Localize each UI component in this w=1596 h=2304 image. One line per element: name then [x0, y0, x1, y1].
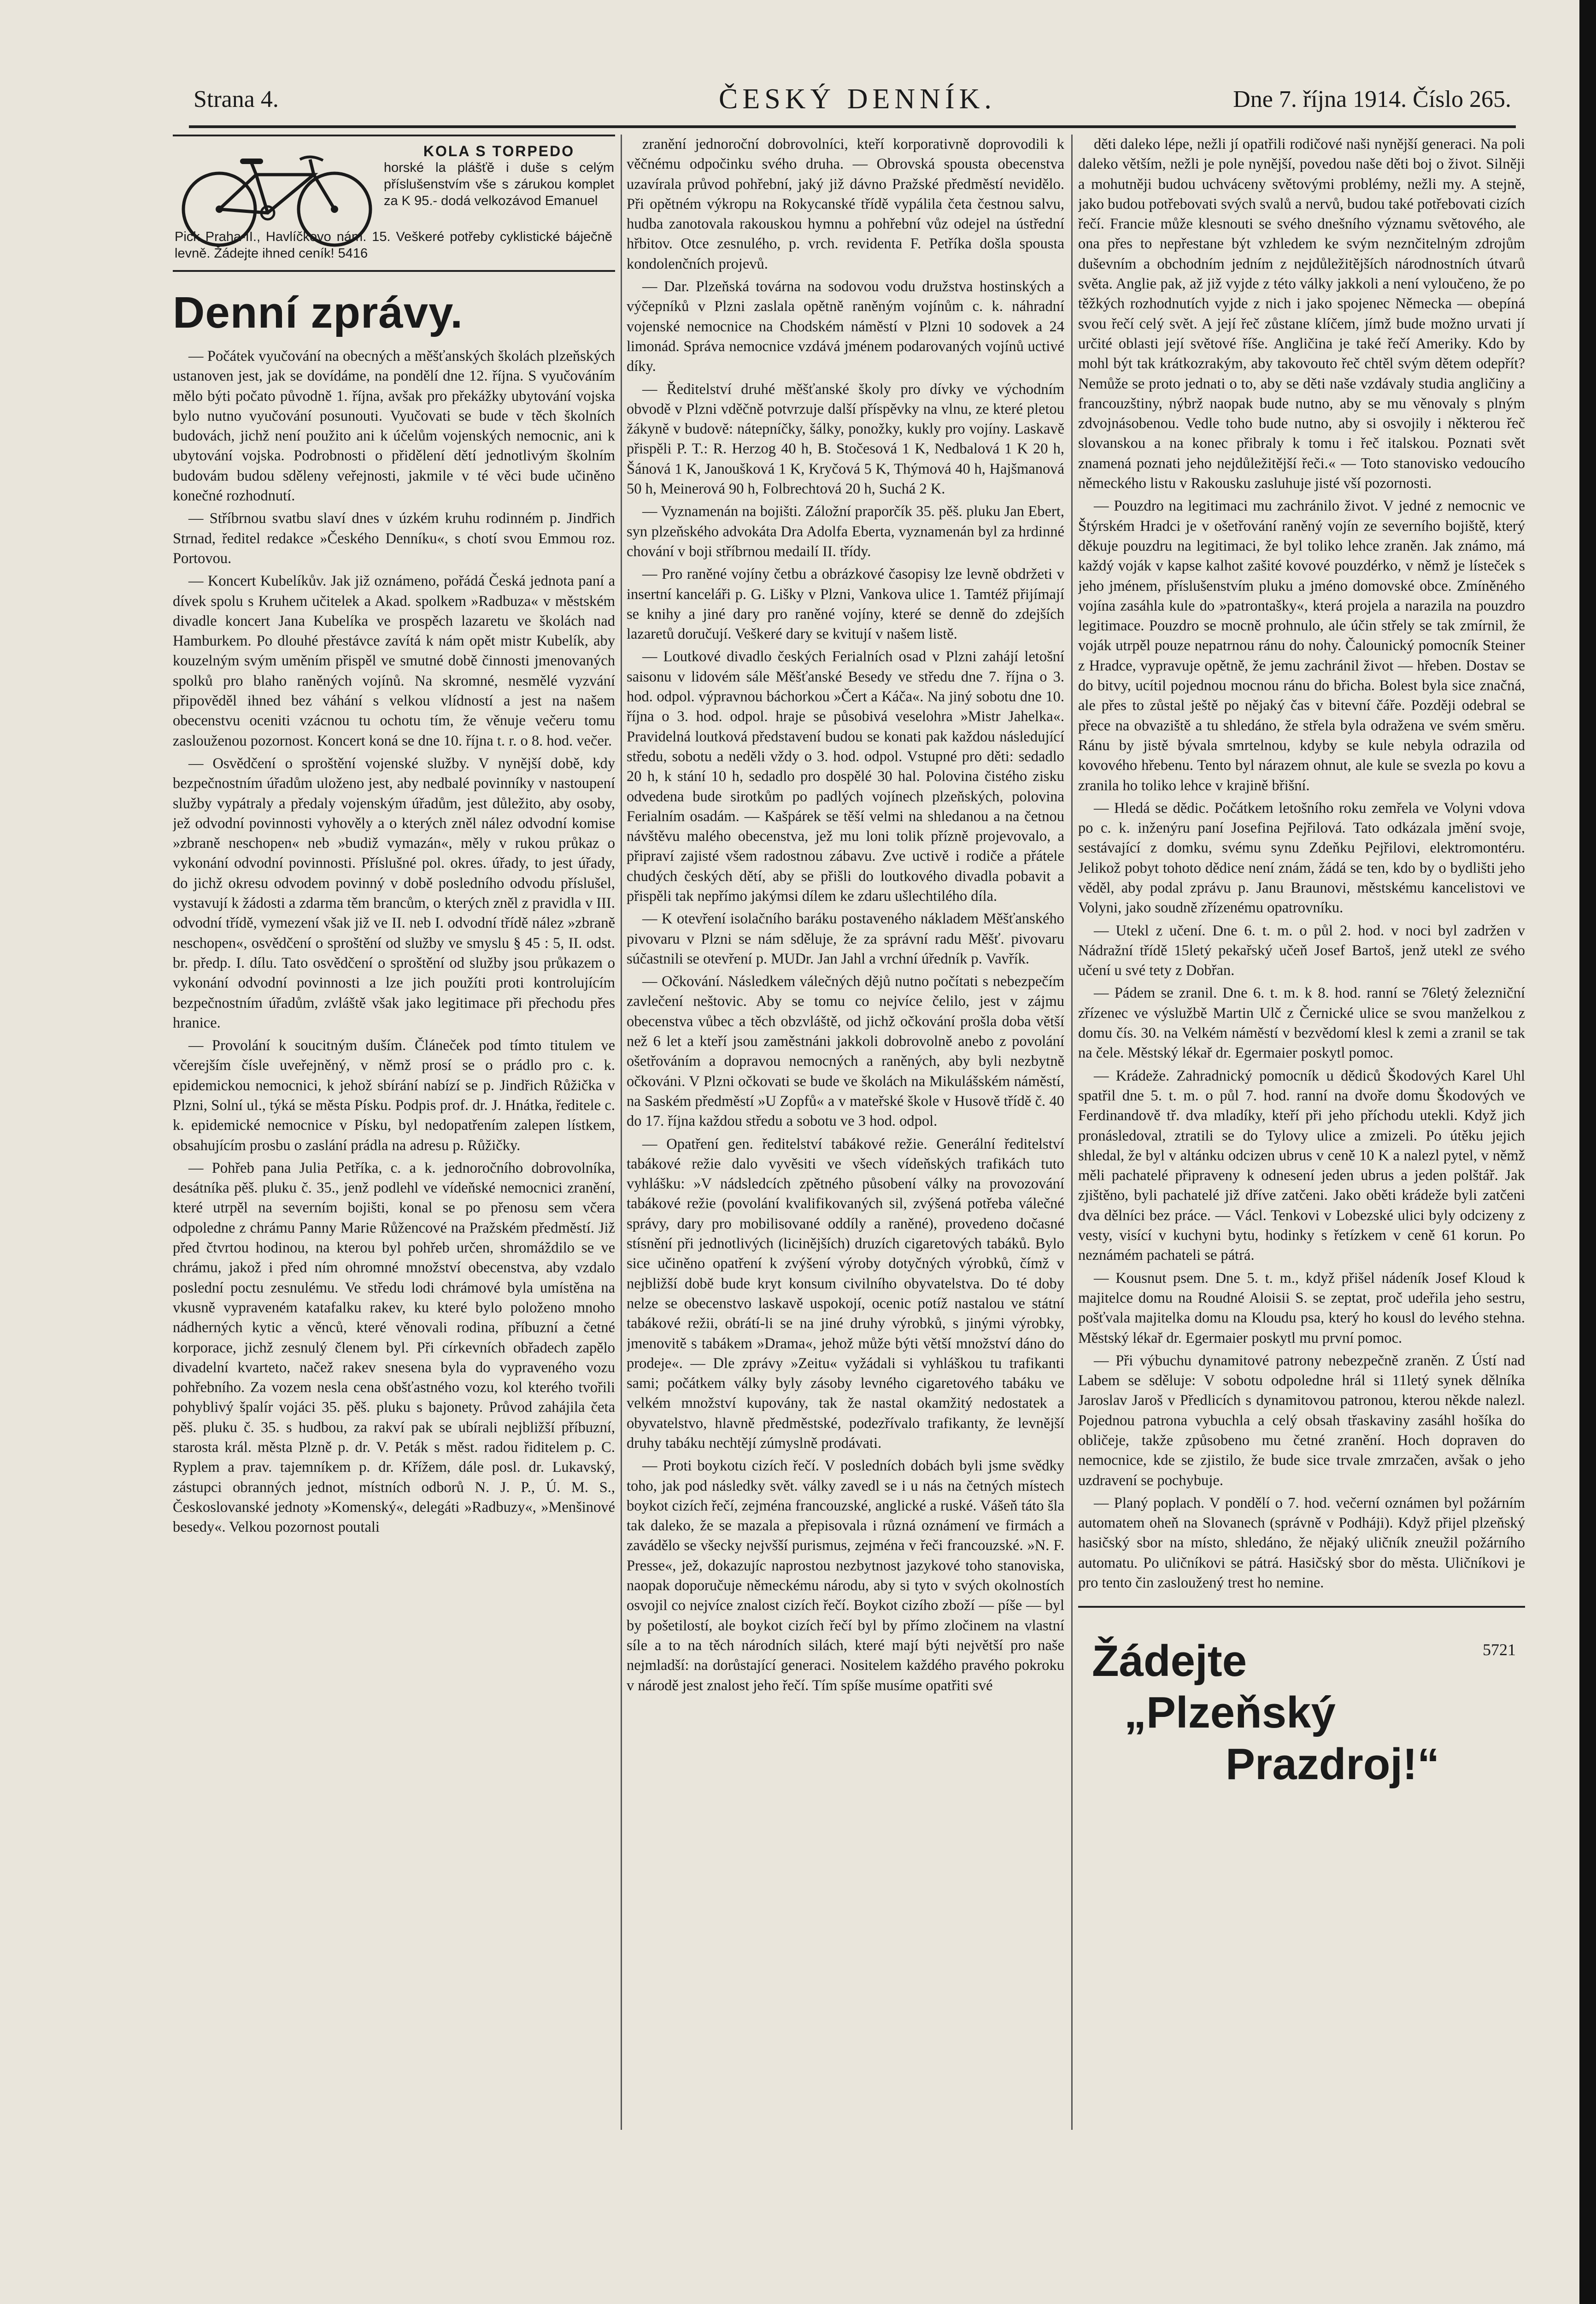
column-divider: [1071, 135, 1073, 2130]
date-and-issue: Dne 7. října 1914. Číslo 265.: [1233, 86, 1511, 112]
section-heading: Denní zprávy.: [173, 288, 464, 337]
column-3: [1078, 135, 1525, 2130]
article: děti daleko lépe, nežli jí opatřili rodičové naši nynější generaci. Na poli daleko větším, nežli je pole nynější, povedou naše děti boj o život. Silněji a mohutněji budou uchváceny světovými problémy, nežli my. A stejně, jako budou potřebovati svých svalů a nervů, budou také potřebovati cizích řečí. Francie může klesnouti se svého dnešního významu světového, ale ona přes to nepřestane být vzhledem ke svým neznčitelným zdrojům duševním a obchodním jedním z nejdůležitějších národnostních útvarů světa. Anglie pak, až již vyjde z této války jakkoli a není vyloučeno, že po těžkých rozhodnutích vyjde z nich i jako spojenec Německa — obepíná svou řečí celý svět. A její řeč zůstane klíčem, jímž bude možno urvati jí určité oblasti její světové říše. Angličina je také řečí Ameriky. Kdo by mohl být tak krátkozrakým, aby takovouto řeč chtěl svým dětem odepřít? Nemůže se proto jednati o to, aby se děti naše vzdávaly studia angličiny a francouzštiny, nýbrž naopak bude nutno, aby se mu věnovaly s plným zdvojnásobenou. Vedle toho bude nutno, aby si osvojily i některou řeč slovanskou a na konec přibraly k tomu i řeč italskou. Poznati svět znamená poznati jeho nejdůležitější řeči.« — Toto stanovisko vedoucího německého listu v Rakousku zasluhuje jisté vší pozornosti.: [1078, 136, 1525, 492]
article: — Utekl z učení. Dne 6. t. m. o půl 2. hod. v noci byl zadržen v Nádražní třídě 15letý pekařský učeň Josef Bartoš, jenž utekl ze svého učení u své tety z Dobřan.: [1078, 922, 1525, 979]
article: — Osvědčení o sproštění vojenské služby. V nynější době, kdy bezpečnostním úřadům uloženo jest, aby nedbalé povinníky v nastoupení služby vypátraly a předaly vojenským úřadům, jest důležito, aby osoby, jež odvodní povinnosti vyhověly a o kterých zněl nález odvodní komise »zbraně neschopen« neb »budiž vymazán«, měly v rukou průkaz o vykonání odvodní povinnosti. Příslušné pol. okres. úřady, to jest úřady, do jichž okresu odvodem povinný v době posledního odvodu příslušel, vystavují k žádosti a zdarma těm brancům, o kterých zněl z pravidla v III. odvodní třídě, vymezení však již ve II. neb I. odvodní třídě nález »zbraně neschopen«, osvědčení o sproštění od služby ve smyslu § 45 : 5, II. odst. br. předp. I. dílu. Tato osvědčení o sproštění od služby jsou průkazem o vykonání odvodní povinnosti a lze jich použíti proti kontrolujícím bezpečnostním úřadům, zvláště však jako legitimace při přechodu přes hranice.: [173, 755, 615, 1031]
article: — Ředitelství druhé měšťanské školy pro dívky ve východním obvodě v Plzni vděčně potvrzuje další příspěvky na vlnu, ze které pletou žákyně v budově: nátepníčky, šálky, ponožky, kukly pro vojíny. Laskavě přispěli P. T.: R. Herzog 40 h, B. Stočesová 1 K, Nedbalová 1 K 20 h, Šánová 1 K, Janoušková 1 K, Kryčová 5 K, Thýmová 40 h, Hajšmanová 50 h, Meinerová 90 h, Folbrechtová 20 h, Suchá 2 K.: [627, 381, 1064, 498]
page-header: [189, 82, 1516, 123]
article: — Dar. Plzeňská továrna na sodovou vodu družstva hostinských a výčepníků v Plzni zaslala opětně raněným vojínům c. k. náhradní vojenské nemocnice na Chodském náměstí v Plzni 10 sodovek a 24 limonád. Správa nemocnice vzdává jménem podarovaných vojínů uctivé díky.: [627, 278, 1064, 375]
article: — Pádem se zranil. Dne 6. t. m. k 8. hod. ranní se 76letý železniční zřízenec ve výslužbě Martin Ulč z Černické ulice se svou manželkou z domu čís. 30. na Velkém náměstí v bezvědomí klesl k zemi a zranil se tak na čele. Městský lékař dr. Egermaier poskytl pomoc.: [1078, 985, 1525, 1062]
header-rule: [189, 125, 1516, 128]
ad-slogan-line: Prazdroj!“: [1226, 1740, 1440, 1789]
article: — Počátek vyučování na obecných a měšťanských školách plzeňských ustanoven jest, jak se dovídáme, na pondělí dne 12. října. S vyučováním mělo býti počato původně 1. října, avšak pro překážky ubytování vojska bylo nutno vyučování posunouti. Vyučovati se bude v těch školních budovách, jichž není použito ani k účelům vojenských nemocnic, ani k ubytování vojska. Podrobnosti o přidělení dětí jednotlivým školním budovám budou sděleny veřejnosti, jakmile v té věci bude učiněno konečné rozhodnutí.: [173, 348, 615, 505]
ad-title: KOLA S TORPEDO: [423, 143, 575, 159]
article: — Vyznamenán na bojišti. Záložní praporčík 35. pěš. pluku Jan Ebert, syn plzeňského advokáta Dra Adolfa Eberta, vyznamenán byl za hrdinné chování v boji stříbrnou medailí II. třídy.: [627, 503, 1064, 560]
ad-contact: Pick Praha-II., Havlíčkovo nám. 15. Veškeré potřeby cyklistické báječně levně. Žádejte ihned ceník! 5416: [175, 229, 612, 261]
ad-body: horské la plášťě i duše s celým příslušenstvím vše s zárukou komplet za K 95.- dodá velkozávod Emanuel: [384, 160, 614, 208]
article: — Pohřeb pana Julia Petříka, c. a k. jednoročního dobrovolníka, desátníka pěš. pluku č. 35., jenž podlehl ve vídeňské nemocnici zranění, které utrpěl na severním bojišti, konal se po přenosu sem včera odpoledne z chrámu Panny Marie Růžencové na Pražském předměstí. Již před čtvrtou hodinou, na kterou byl pohřeb určen, shromáždilo se ve chrámu, jakož i před ním ohromné množství obecenstva, aby vzdalo poslední poctu zesnulému. Ve středu lodi chrámové byla umístěna na vkusně vypraveném katafalku rakev, ku které bylo položeno mnoho nádherných kytic a věnců, které věnovali rodina, příbuzní a četné korporace, jichž zesnulý členem byl. Při církevních obřadech zapělo divadelní kvarteto, načež rakev snesena byla do vypraveného vozu pohřebního. Za vozem nesla cena obšťastného vozu, kol kterého tvořili pohyblivý špalír vojáci 35. pěš. pluku s bajonety. Průvod zahájila četa pěš. pluku č. 35. s hudbou, za rakví pak se ubírali nejbližší příbuzní, starosta král. města Plzně p. dr. V. Peták s měst. radou řiditelem p. C. Ryplem a prav. tajemníkem p. dr. Křížem, dále posl. dr. Lukavský, zástupci obranných jednot, místních odborů N. J. P., Ú. M. S., Českoslovanské jednoty »Komenský«, delegáti »Radbuzy«, »Menšinové besedy«. Velkou pozornost poutali: [173, 1159, 615, 1536]
article: — Provolání k soucitným duším. Článeček pod tímto titulem ve včerejším čísle uveřejněný, v němž prosí se o prádlo pro c. k. epidemickou nemocnici, k jehož sbírání nabízí se p. Jindřich Růžička v Plzni, Solní ul., týká se města Písku. Podpis prof. dr. J. Hnátka, ředitele c. k. epidemické nemocnice v Písku, byl nedopatřením zalepen lístkem, obsahujícím prosbu o zaslání prádla na adresu p. Růžičky.: [173, 1037, 615, 1154]
column-divider: [621, 135, 622, 2130]
article: zranění jednoroční dobrovolníci, kteří korporativně doprovodili k věčnému odpočinku svého druha. — Obrovská spousta obecenstva uzavírala průvod pohřební, jaký již dávno Pražské předměstí nevidělo. Při opětném výkropu na Rokycanské třídě vypálila četa čestnou salvu, hudba zanotovala rakouskou hymnu a pohřební vůz odejel na ústřední hřbitov. Otce zesnulého, p. vrch. revidenta F. Petříka došla spousta kondolenčních projevů.: [627, 136, 1064, 272]
scan-edge: [1579, 0, 1596, 2304]
article: — Hledá se dědic. Počátkem letošního roku zemřela ve Volyni vdova po c. k. inženýru paní Josefina Pejřilová. Tato odkázala jmění svoje, sestávající z domku, svému synu Zdeňku Pejřilovi, elektromontéru. Jelikož pobyt tohoto dědice není znám, žádá se ten, kdo by o bydlišti jeho věděl, aby podal zprávu p. Janu Braunovi, městskému kancelistovi ve Volyni, jako soudně zřízenému opatrovníku.: [1078, 799, 1525, 917]
article: — Krádeže. Zahradnický pomocník u dědiců Škodových Karel Uhl spatřil dne 5. t. m. o půl 7. hod. ranní na dvoře domu Škodových ve Ferdinandově tř. dva mladíky, kteří při jeho příchodu utekli. Když jich pronásledoval, ztratili se do Tylovy ulice a zmizeli. Po útěku jejich shledal, že byl v altánku odcizen ubrus v ceně 10 K a nalezl pytel, v němž měli pachatelé připraveny k odnesení jeden ubrus a jeden polštář. Jak zjištěno, byli pachatelé již dříve zatčeni. Jako oběti krádeže byli zatčeni dva dělníci bez práce. — Václ. Tenkovi v Lobezské ulici byly odcizeny z vesty, visící v kuchyni bytu, hodinky s řetízkem v ceně 61 korun. Po neznámém pachateli se pátrá.: [1078, 1067, 1525, 1264]
article: — Očkování. Následkem válečných dějů nutno počítati s nebezpečím zavlečení neštovic. Aby se tomu co nejvíce čelilo, jest v zájmu obecenstva vůbec a těch obzvláště, od jichž očkování prošla doba větší než 6 let a kteří jsou zaměstnáni jakkoli dobrovolně anebo z povolání ošetřováním a dopravou nemocných a raněných, aby byli nezbytně očkováni. V Plzni očkovati se bude ve školách na Mikulášském náměstí, na Saském předměstí »U Zopfů« a v mateřské škole v Husově třídě č. 40 do 17. října každou středu a sobotu ve 3 hod. odpol.: [627, 973, 1064, 1130]
article: — K otevření isolačního baráku postaveného nákladem Měšťanského pivovaru v Plzni se nám sděluje, že za správní radu Měšť. pivovaru súčastnili se otevření p. MUDr. Jan Jahl a vrchní úředník p. Vavřík.: [627, 911, 1064, 967]
ad-slogan-line: Žádejte: [1092, 1636, 1247, 1686]
article: — Koncert Kubelíkův. Jak již oznámeno, pořádá Česká jednota paní a dívek spolu s Kruhem učitelek a Akad. spolkem »Radbuza« v městském divadle koncert Jana Kubelíka ve prospěch lazaretu ve školách nad Hamburkem. Po dlouhé přestávce zavítá k nám opět mistr Kubelík, aby kouzelným svým uměním přispěl ve smutné době činnosti jmenovaných spolků pro blaho raněných vojínů. Na skromné, nesmělé vyzvání připověděl ihned bez váhání s velkou vlídností a jest na našem obecenstvu oceniti vzácnou tu ochotu tím, že věnuje večeru tomu zaslouženou pozornost. Koncert koná se dne 10. října t. r. o 8. hod. večer.: [173, 573, 615, 749]
ad-text: [384, 143, 614, 209]
article: — Kousnut psem. Dne 5. t. m., když přišel nádeník Josef Kloud k majitelce domu na Roudné Aloisii S. se zeptat, proč udeřila jeho sestru, pošťvala majitelka domu na Kloudu psa, který ho kousl do levého stehna. Městský lékař dr. Egermaier poskytl mu první pomoc.: [1078, 1270, 1525, 1346]
article: — Stříbrnou svatbu slaví dnes v úzkém kruhu rodinném p. Jindřich Strnad, ředitel redakce »Českého Denníku«, s chotí svou Emmou roz. Portovou.: [173, 510, 615, 567]
page-number: Strana 4.: [194, 86, 279, 112]
article: — Pro raněné vojíny četbu a obrázkové časopisy lze levně obdržeti v insertní kanceláři p. G. Lišky v Plzni, Vankova ulice 1. Tamtéž přijímají se knihy a jiné dary pro raněné vojíny, které se denně do zdejších lazaretů doručují. Veškeré dary se kvitují v našem listě.: [627, 566, 1064, 643]
ad-slogan-line: „Plzeňský: [1124, 1688, 1336, 1738]
article: — Pouzdro na legitimaci mu zachránilo život. V jedné z nemocnic ve Štýrském Hradci je v ošetřování raněný vojín ze severního bojiště, který děkuje pouzdru na legitimaci, že byl toliko lehce zraněn. Jak známo, má každý voják v kapse kalhot zašité kovové pouzdérko, v němž je lísteček s jeho jménem, příslušenstvím pluku a jméno domovské obce. Zmíněného vojína zasáhla kule do »patrontašky«, která projela a narazila na pouzdro legitimace. Pouzdro se mocně prohnulo, ale účin střely se tak zmírnil, že voják utrpěl pouze nepatrnou ránu do nohy. Čalounický pomocník Steiner z Hradce, vypravuje opětně, že jemu zachránil život — hřeben. Dostav se do bitvy, ucítil pojednou mocnou ránu do břicha. Bolest byla sice značná, ale přes to zůstal ještě po nějaký čas v bitevní čáře. Později odebral se přece na obvaziště a tu shledáno, že střela byla odražena ve svém směru. Ránu by jistě bývala smrtelnou, kdyby se kule nebyla odrazila od kovového hřebenu. Tento byl nárazem ohnut, ale kule se svezla po kovu a zranila ho toliko lehce v krajině břišní.: [1078, 498, 1525, 794]
pilsner-advertisement: [1078, 1606, 1525, 1789]
ad-slogan: [1092, 1635, 1439, 1790]
article: — Opatření gen. ředitelství tabákové režie. Generální ředitelství tabákové režie dalo vyvěsiti ve všech vídeňských trafikách tuto vyhlášku: »V nádsledcích zpětného působení války na provozování tabákové režie (povolání kvalifikovaných sil, zvýšená potřeba válečné správy, dary pro mobilisované oddíly a raněné), provedeno dočasné stísnění při jednotlivých (licinějších) druzích cigaretových tabáků. Bylo sice učiněno opatření k zvýšení výroby dotyčných výrobků, čímž v nejbližší době bude kryt konsum civilního obyvatelstva. Do té doby nelze se obecenstvo laskavě uspokojí, ocenic potíž nastalou ve státní tabákové režii, obrátí-li se na jiné druhy výrobků, s jinými výrobky, jmenovitě s tabákem »Drama«, jehož může býti větší množství dáno do prodeje«. — Dle zprávy »Zeitu« vyžádali si vyhláškou tu trafikanti sami; počátkem války byly zásoby levného cigaretového tabáku ve velkém množství kupovány, tak že nastal okamžitý nedostatek a obyvatelstvo, hlavně předměstské, podezřívalo trafikanty, že levnější druhy tabáku nechtějí zúmyslně prodávati.: [627, 1135, 1064, 1452]
ad-number: 5721: [1483, 1640, 1516, 1659]
newspaper-title: ČESKÝ DENNÍK.: [719, 83, 996, 115]
column-2: [627, 135, 1064, 2130]
column-1: [173, 135, 615, 2130]
article: — Při výbuchu dynamitové patrony nebezpečně zraněn. Z Ústí nad Labem se sděluje: V sobotu odpoledne hrál si 11letý synek dělníka Jaroslav Jaroš v Předlicích s dynamitovou patronou, kterou někde nalezl. Pojednou patrona vybuchla a celý obsah třaskaviny zasáhl hošíka do obličeje, takže způsobeno mu četné zranění. Hoch dopraven do nemocnice, kde se zjistilo, že bude sice trvale zmrzačen, avšak o jeho uzdravení se pochybuje.: [1078, 1352, 1525, 1489]
article: — Proti boykotu cizích řečí. V posledních dobách byli jsme svědky toho, jak pod následky svět. války zavedl se i u nás na četných místech boykot cizích řečí, zejména francouzské, anglické a ruské. Vášeň táto šla tak daleko, že se mazala a přepisovala i různá oznámení ve firmách a zavádělo se všecky nejvšší purismus, zejména v řeči francouzské. »N. F. Presse«, jež, dokazujíc naprostou nezbytnost jazykové toho stanoviska, naopak doporučuje německému národu, aby si tyto v svých okolnostích osvojil co nejvíce znalost cizích řečí. Boykot cizího zboží — píše — byl by pošetilostí, ale boykot cizích řečí byl by přímo zločinem na vlastní síle a to na těch národních silách, které mají býti největší pro naše nejmladší: na dorůstající generaci. Nositelem každého pravého pokroku v národě jest znalost jeho řečí. Tím spíše musíme opatřiti své: [627, 1458, 1064, 1694]
bicycle-advertisement: [173, 135, 615, 272]
article: — Loutkové divadlo českých Ferialních osad v Plzni zahájí letošní saisonu v lidovém sále Měšťanské Besedy ve středu dne 7. října o 3. hod. odpol. výpravnou báchorkou »Čert a Káča«. Na jiný sobotu dne 10. října o 3. hod. odpol. hraje se působivá veselohra »Mistr Jahelka«. Pravidelná loutková představení budou se konati pak každou následující středu, sobotu a neděli vždy o 3. hod. odpol. Vstupné pro děti: sedadlo 20 h, k stání 10 h, sedadlo pro dospělé 30 hal. Polovina čistého zisku odvedena bude sirotkům po padlých vojínech plzeňských, polovina Ferialním osadám. — Kašpárek se těší velmi na shledanou a na četnou návštěvu malého obecenstva, jež mu loni tolik přízně projevovalo, a připraví zajisté všem radostnou zábavu. Zve uctivě i rodiče a přátele chudých českých dětí, aby se přišli do loutkového divadla pobavit a přispěli tak nepřímo jakýmsi dílem ke zdaru ušlechtilého díla.: [627, 648, 1064, 905]
article: — Planý poplach. V pondělí o 7. hod. večerní oznámen byl požárním automatem oheň na Slovanech (správně v Podháji). Když přijel plzeňský hasičský sbor na místo, shledáno, že nějaký uličník zneužil požárního automatu. Po uličníkovi se pátrá. Hasičský sbor do města. Uličníkovi je pro tento čin zasloužený trest ho nemine.: [1078, 1494, 1525, 1592]
